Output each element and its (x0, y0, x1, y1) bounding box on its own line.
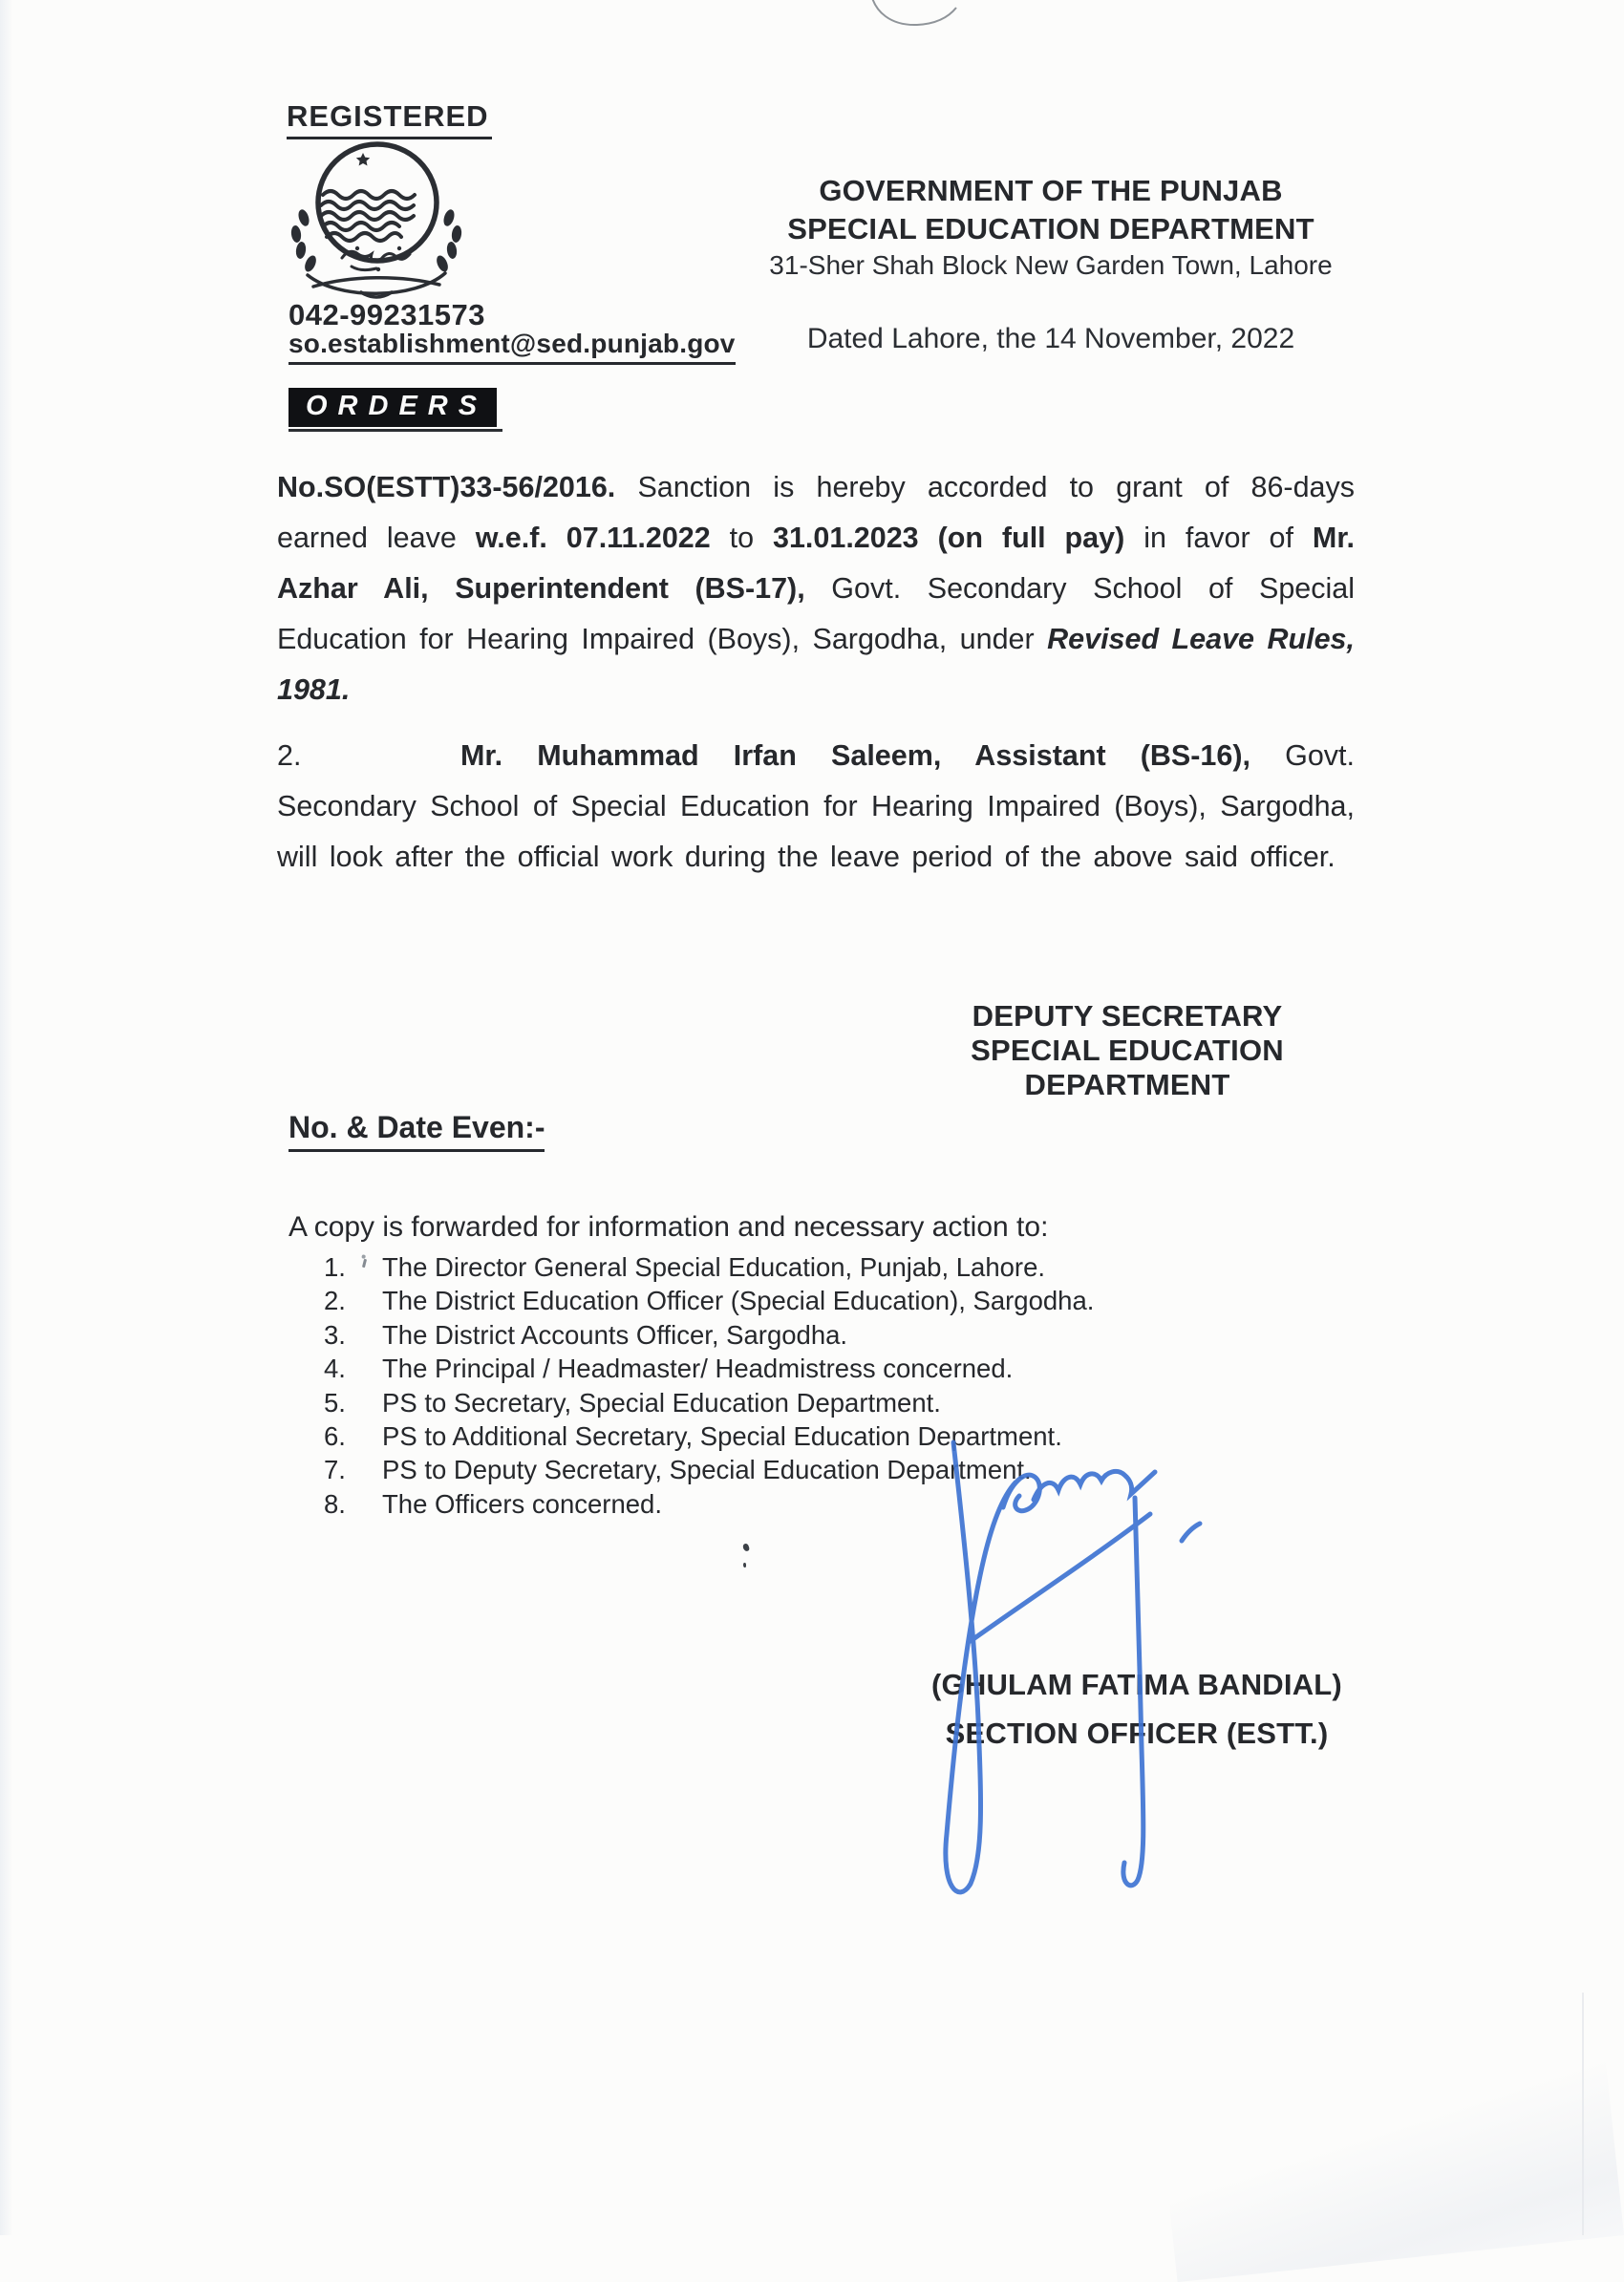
leave-rules-reference: Revised Leave Rules, 1981. (277, 623, 1355, 706)
list-item: 5. PS to Secretary, Special Education Department. (324, 1387, 941, 1418)
reference-number: No.SO(ESTT)33-56/2016. (277, 471, 616, 503)
scan-edge-line (1582, 1993, 1584, 2235)
dateline: Dated Lahore, the 14 November, 2022 (806, 323, 1295, 354)
signatory-title: SECTION OFFICER (ESTT.) (945, 1717, 1329, 1750)
leave-end-date: 31.01.2023 (773, 522, 919, 554)
list-item: 2. The District Education Officer (Special Education), Sargodha. (324, 1286, 1095, 1316)
government-title: GOVERNMENT OF THE PUNJAB (819, 174, 1283, 207)
department-address: 31-Sher Shah Block New Garden Town, Lahore (769, 250, 1333, 280)
signoff-designation: DEPUTY SECRETARY SPECIAL EDUCATION DEPARTMENT (971, 999, 1284, 1101)
leave-start-date: w.e.f. 07.11.2022 (475, 522, 711, 554)
forwarding-line: A copy is forwarded for information and necessary action to: (288, 1211, 1049, 1243)
signatory-name: (GHULAM FATIMA BANDIAL) (931, 1668, 1342, 1701)
list-item: 7. PS to Deputy Secretary, Special Education Department. (324, 1455, 1032, 1485)
department-title: SPECIAL EDUCATION DEPARTMENT (787, 212, 1314, 245)
list-item: 6. PS to Additional Secretary, Special Education Department. (324, 1420, 1062, 1451)
phone-number: 042-99231573 (288, 298, 485, 331)
stray-ink-dots (741, 1544, 749, 1572)
email-address: so.establishment@sed.punjab.gov (288, 329, 736, 365)
pay-status: (on full pay) (937, 522, 1125, 554)
signature-ink (908, 1416, 1223, 1908)
officer-name: Mr. Azhar Ali, Superintendent (BS-17), (277, 522, 1355, 605)
substitute-officer-name: Mr. Muhammad Irfan Saleem, Assistant (BS-16), (460, 739, 1250, 772)
order-paragraph-1: No.SO(ESTT)33-56/2016. Sanction is hereby accorded to grant of 86-days earned leave w.e.f. 07.11.2022 to 31.01.2023 (on full pay) in favor of Mr. Azhar Ali, Superintendent (BS-17), Govt. Secondary School of Special Education for Hearing Impaired (Boys), Sargodha, under Revised Leave Rules, 1981. (277, 471, 1356, 706)
registered-label: REGISTERED (287, 99, 492, 139)
scan-edge-shadow (0, 0, 15, 2235)
list-item: 3. The District Accounts Officer, Sargodha. (324, 1319, 848, 1350)
paragraph-number: 2. (277, 739, 302, 772)
order-paragraph-2: 2. Mr. Muhammad Irfan Saleem, Assistant (BS-16), Govt. Secondary School of Special Education for Hearing Impaired (Boys), Sargodha, will look after the official work during the leave period of the above said officer. (277, 731, 1355, 883)
orders-heading: ORDERS (288, 388, 497, 427)
scan-corner-smudge (1159, 2055, 1624, 2282)
department-header (769, 172, 1333, 355)
scan-curve-artifact (858, 0, 977, 32)
orders-underline (288, 429, 502, 432)
list-item: 1. The Director General Special Education, Punjab, Lahore. (324, 1252, 1046, 1282)
list-item: 8. The Officers concerned. (324, 1488, 662, 1519)
no-date-even-heading: No. & Date Even:- (288, 1110, 545, 1152)
punjab-crest-logo (283, 141, 470, 309)
list-item: 4. The Principal / Headmaster/ Headmistress concerned. (324, 1354, 1014, 1384)
